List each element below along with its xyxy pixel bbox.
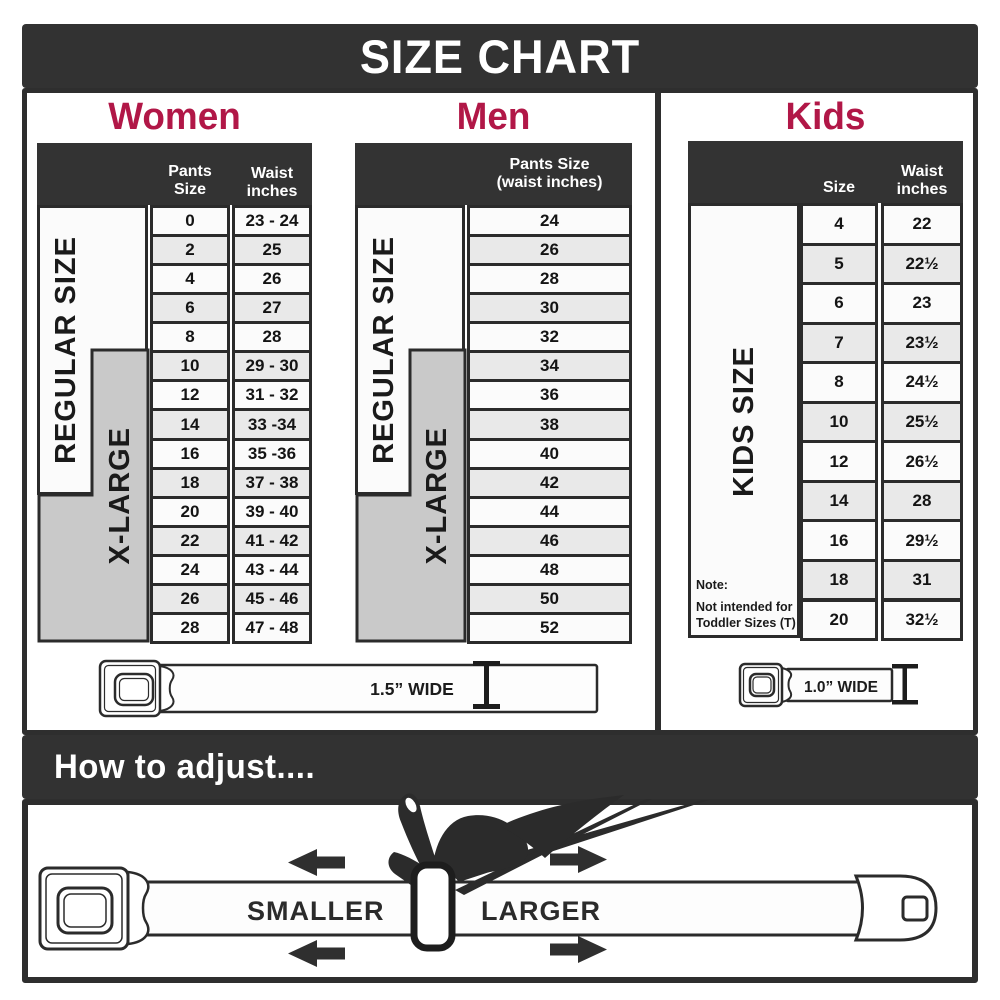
kids-waist-cell: 23 bbox=[881, 282, 963, 325]
kids-waist-cell: 22 bbox=[881, 203, 963, 246]
men-pants-size-cell: 48 bbox=[467, 554, 632, 586]
kids-size-block bbox=[688, 203, 800, 638]
kids-section-title: Kids bbox=[785, 96, 866, 138]
adult-width-mark-stem bbox=[484, 663, 489, 707]
kids-belt-width-label: 1.0” WIDE bbox=[803, 679, 879, 696]
men-pants-size-cell: 40 bbox=[467, 438, 632, 470]
women-pants-size-cell: 20 bbox=[150, 496, 230, 528]
men-pants-size-cell: 28 bbox=[467, 263, 632, 295]
men-pants-size-cell: 50 bbox=[467, 583, 632, 615]
men-pants-size-cell: 44 bbox=[467, 496, 632, 528]
kids-waist-cell: 25½ bbox=[881, 401, 963, 444]
panel-divider bbox=[655, 88, 661, 735]
kids-width-mark-bottom bbox=[892, 700, 918, 705]
arrow-right-top-icon bbox=[550, 846, 607, 873]
women-waist-cell: 33 -34 bbox=[232, 408, 312, 440]
kids-waist-cell: 22½ bbox=[881, 243, 963, 286]
kids-size-header: Size bbox=[822, 179, 855, 196]
women-waist-cell: 45 - 46 bbox=[232, 583, 312, 615]
women-pants-size-cell: 28 bbox=[150, 612, 230, 644]
kids-waist-cell: 32½ bbox=[881, 599, 963, 642]
arrow-left-top-icon bbox=[288, 849, 345, 876]
kids-waist-cell: 29½ bbox=[881, 519, 963, 562]
adjust-illustration bbox=[22, 799, 978, 983]
men-pants-size-cell: 32 bbox=[467, 321, 632, 353]
men-pants-size-cell: 26 bbox=[467, 234, 632, 266]
kids-waist-cell: 24½ bbox=[881, 361, 963, 404]
women-pants-size-cell: 14 bbox=[150, 408, 230, 440]
men-pants-size-cell: 38 bbox=[467, 408, 632, 440]
men-pants-size-header: Pants Size (waist inches) bbox=[496, 156, 603, 191]
men-xlarge-label: X-LARGE bbox=[421, 426, 453, 565]
kids-size-cell: 12 bbox=[800, 440, 878, 483]
men-pants-size-cell: 30 bbox=[467, 292, 632, 324]
women-pants-size-cell: 18 bbox=[150, 467, 230, 499]
kids-size-cell: 8 bbox=[800, 361, 878, 404]
women-pants-size-cell: 22 bbox=[150, 525, 230, 557]
women-waist-cell: 28 bbox=[232, 321, 312, 353]
women-pants-size-cell: 24 bbox=[150, 554, 230, 586]
arrow-left-bottom-icon bbox=[288, 940, 345, 967]
women-waist-cell: 47 - 48 bbox=[232, 612, 312, 644]
kids-waist-cell: 31 bbox=[881, 559, 963, 602]
women-waist-cell: 26 bbox=[232, 263, 312, 295]
kids-waist-cell: 23½ bbox=[881, 322, 963, 365]
arrow-right-bottom-icon bbox=[550, 936, 607, 963]
men-pants-size-cell: 24 bbox=[467, 205, 632, 237]
kids-waist-header: Waist inches bbox=[896, 163, 948, 198]
women-waist-cell: 37 - 38 bbox=[232, 467, 312, 499]
kids-size-label: KIDS SIZE bbox=[727, 345, 760, 497]
adult-width-mark-bottom bbox=[473, 704, 500, 709]
women-pants-size-cell: 16 bbox=[150, 438, 230, 470]
women-waist-cell: 43 - 44 bbox=[232, 554, 312, 586]
women-waist-cell: 35 -36 bbox=[232, 438, 312, 470]
belt-slider bbox=[414, 865, 452, 948]
kids-note: Note: Not intended for Toddler Sizes (T) bbox=[696, 578, 796, 630]
women-pants-size-cell: 4 bbox=[150, 263, 230, 295]
how-to-adjust-bar bbox=[22, 735, 978, 799]
kids-waist-cell: 28 bbox=[881, 480, 963, 523]
women-regular-size-label: REGULAR SIZE bbox=[49, 236, 82, 464]
kids-width-mark-stem bbox=[903, 666, 908, 702]
women-waist-cell: 23 - 24 bbox=[232, 205, 312, 237]
kids-size-cell: 16 bbox=[800, 519, 878, 562]
how-to-adjust-title: How to adjust.... bbox=[54, 747, 316, 786]
women-pants-size-cell: 12 bbox=[150, 379, 230, 411]
women-waist-cell: 25 bbox=[232, 234, 312, 266]
women-waist-header: Waist inches bbox=[246, 165, 298, 200]
men-pants-size-cell: 42 bbox=[467, 467, 632, 499]
page-title: SIZE CHART bbox=[359, 29, 641, 83]
women-pants-size-header: Pants Size bbox=[168, 163, 212, 198]
men-pants-size-cell: 46 bbox=[467, 525, 632, 557]
men-pants-size-cell: 36 bbox=[467, 379, 632, 411]
women-pants-size-cell: 26 bbox=[150, 583, 230, 615]
belt-tongue-slot bbox=[903, 897, 927, 920]
kids-size-cell: 6 bbox=[800, 282, 878, 325]
women-pants-size-cell: 0 bbox=[150, 205, 230, 237]
women-waist-cell: 29 - 30 bbox=[232, 350, 312, 382]
kids-table-header bbox=[688, 141, 963, 203]
kids-size-cell: 14 bbox=[800, 480, 878, 523]
men-pants-size-cell: 34 bbox=[467, 350, 632, 382]
women-xlarge-label: X-LARGE bbox=[103, 426, 136, 565]
kids-waist-cell: 26½ bbox=[881, 440, 963, 483]
women-waist-cell: 27 bbox=[232, 292, 312, 324]
women-section-title: Women bbox=[108, 96, 241, 138]
kids-size-cell: 4 bbox=[800, 203, 878, 246]
men-section-title: Men bbox=[456, 96, 531, 138]
men-table-header bbox=[355, 143, 632, 205]
kids-size-cell: 20 bbox=[800, 599, 878, 642]
women-pants-size-cell: 2 bbox=[150, 234, 230, 266]
larger-label: LARGER bbox=[481, 896, 601, 926]
kids-size-cell: 5 bbox=[800, 243, 878, 286]
women-waist-cell: 31 - 32 bbox=[232, 379, 312, 411]
kids-size-cell: 7 bbox=[800, 322, 878, 365]
women-pants-size-cell: 6 bbox=[150, 292, 230, 324]
women-pants-size-cell: 8 bbox=[150, 321, 230, 353]
adult-belt-width-label: 1.5” WIDE bbox=[370, 679, 454, 699]
women-pants-size-cell: 10 bbox=[150, 350, 230, 382]
women-waist-cell: 39 - 40 bbox=[232, 496, 312, 528]
kids-belt-illustration bbox=[735, 658, 935, 710]
men-regular-size-label: REGULAR SIZE bbox=[367, 236, 400, 464]
women-table-header bbox=[37, 143, 312, 205]
smaller-label: SMALLER bbox=[247, 896, 385, 926]
kids-size-cell: 10 bbox=[800, 401, 878, 444]
adult-belt-illustration bbox=[95, 655, 605, 720]
women-waist-cell: 41 - 42 bbox=[232, 525, 312, 557]
size-chart-banner bbox=[22, 24, 978, 88]
kids-size-cell: 18 bbox=[800, 559, 878, 602]
men-pants-size-cell: 52 bbox=[467, 612, 632, 644]
